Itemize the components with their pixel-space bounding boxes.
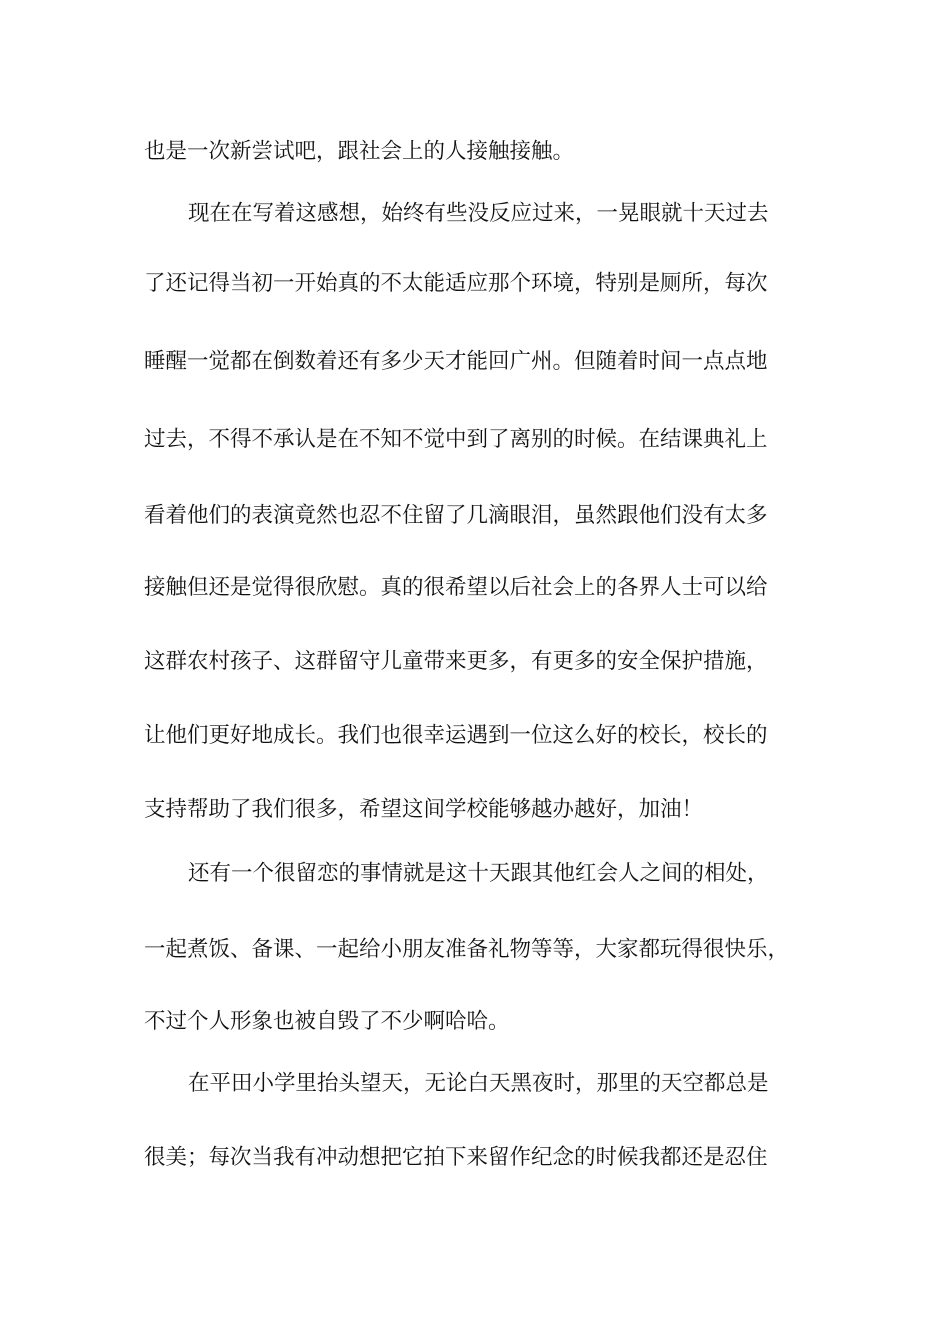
text-line: 过去，不得不承认是在不知不觉中到了离别的时候。在结课典礼上 [144, 427, 768, 452]
text-line: 这群农村孩子、这群留守儿童带来更多，有更多的安全保护措施， [144, 649, 768, 674]
text-line: 让他们更好地成长。我们也很幸运遇到一位这么好的校长，校长的 [144, 723, 768, 748]
text-line: 也是一次新尝试吧，跟社会上的人接触接触。 [144, 139, 575, 164]
paragraph-first-line: 在平田小学里抬头望天，无论白天黑夜时，那里的天空都总是 [188, 1071, 769, 1096]
text-line: 接触但还是觉得很欣慰。真的很希望以后社会上的各界人士可以给 [144, 575, 768, 600]
paragraph-first-line: 还有一个很留恋的事情就是这十天跟其他红会人之间的相处， [188, 861, 769, 886]
text-line: 看着他们的表演竟然也忍不住留了几滴眼泪，虽然跟他们没有太多 [144, 503, 768, 528]
paragraph-first-line: 现在在写着这感想，始终有些没反应过来，一晃眼就十天过去 [188, 201, 769, 226]
text-line: 很美；每次当我有冲动想把它拍下来留作纪念的时候我都还是忍住 [144, 1145, 768, 1170]
text-line: 了还记得当初一开始真的不太能适应那个环境，特别是厕所，每次 [144, 271, 768, 296]
text-line: 不过个人形象也被自毁了不少啊哈哈。 [144, 1009, 510, 1034]
text-line: 支持帮助了我们很多，希望这间学校能够越办越好，加油！ [144, 797, 704, 822]
text-line: 一起煮饭、备课、一起给小朋友准备礼物等等，大家都玩得很快乐， [144, 937, 790, 962]
text-line: 睡醒一觉都在倒数着还有多少天才能回广州。但随着时间一点点地 [144, 349, 768, 374]
